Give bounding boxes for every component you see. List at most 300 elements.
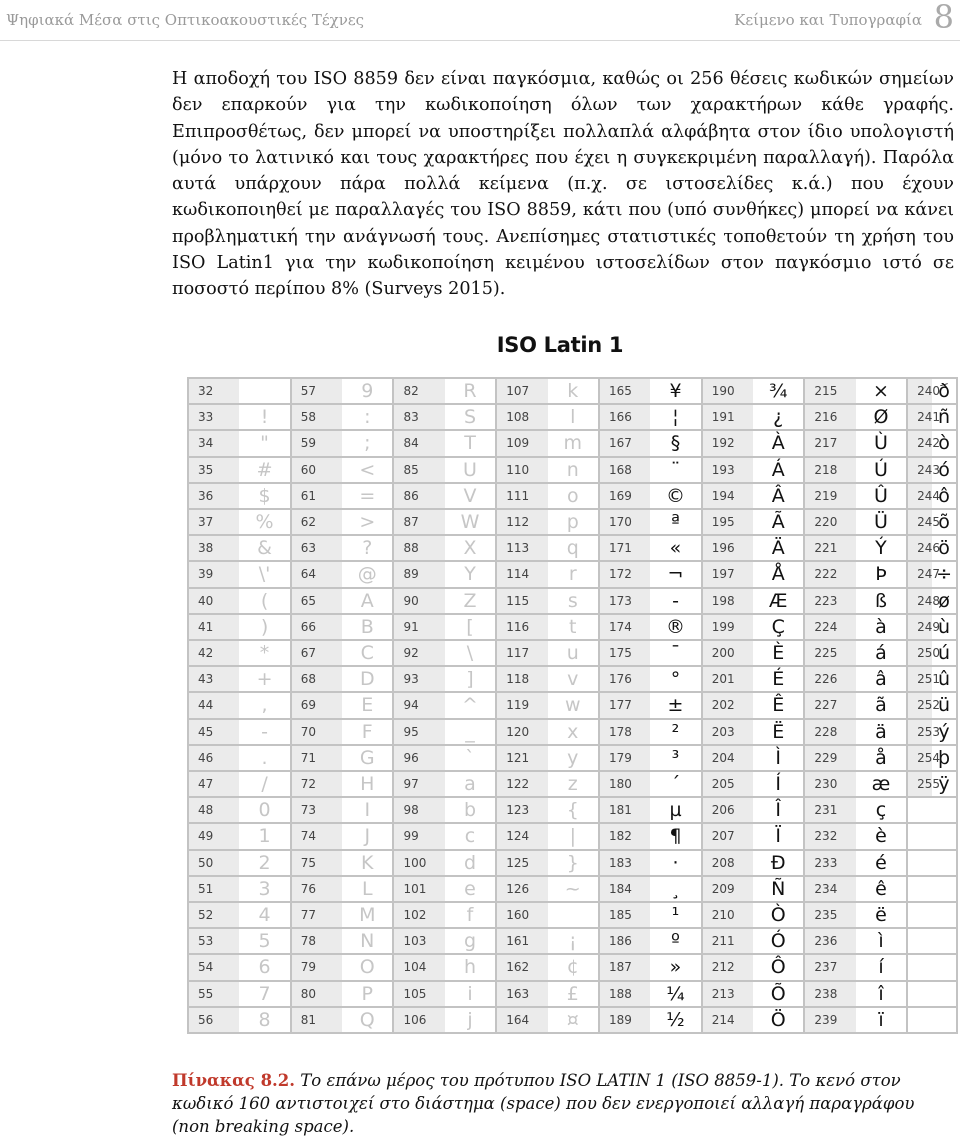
char-glyph: ü bbox=[938, 694, 951, 717]
table-cell bbox=[394, 929, 495, 953]
char-code: 165 bbox=[600, 379, 650, 403]
char-code: 107 bbox=[497, 379, 547, 403]
char-glyph: ì bbox=[878, 930, 884, 953]
char-glyph: . bbox=[261, 746, 268, 769]
table-cell bbox=[600, 929, 701, 953]
char-glyph: q bbox=[566, 537, 579, 560]
table-cell bbox=[497, 431, 598, 455]
char-glyph: Í bbox=[775, 773, 782, 796]
table-cell bbox=[497, 982, 598, 1006]
char-code: 36 bbox=[189, 484, 239, 508]
table-cell bbox=[394, 379, 495, 403]
table-cell bbox=[189, 589, 290, 613]
char-glyph: ª bbox=[671, 511, 680, 534]
char-code: 118 bbox=[497, 667, 547, 691]
table-cell bbox=[189, 693, 290, 717]
char-code: 231 bbox=[805, 798, 855, 822]
char-glyph: ÷ bbox=[936, 563, 952, 586]
table-cell bbox=[394, 667, 495, 691]
table-cell bbox=[189, 1008, 290, 1032]
char-code: 42 bbox=[189, 641, 239, 665]
char-code: 34 bbox=[189, 431, 239, 455]
char-glyph: Ð bbox=[770, 851, 786, 874]
char-glyph: Ò bbox=[770, 904, 786, 927]
table-cell bbox=[292, 982, 393, 1006]
char-glyph: À bbox=[771, 432, 785, 455]
table-cell bbox=[805, 431, 906, 455]
table-cell bbox=[189, 851, 290, 875]
table-cell bbox=[805, 405, 906, 429]
table-cell bbox=[703, 641, 804, 665]
char-glyph: 9 bbox=[361, 380, 374, 403]
table-cell bbox=[394, 458, 495, 482]
table-cell bbox=[805, 824, 906, 848]
caption-label: Πίνακας 8.2. bbox=[172, 1071, 296, 1090]
table-cell bbox=[394, 641, 495, 665]
table-cell bbox=[189, 667, 290, 691]
char-glyph: + bbox=[256, 668, 273, 691]
char-code: 68 bbox=[292, 667, 342, 691]
char-code: 252 bbox=[908, 693, 932, 717]
char-glyph: l bbox=[570, 406, 576, 429]
char-glyph: Å bbox=[771, 563, 785, 586]
char-glyph: × bbox=[873, 380, 889, 403]
char-glyph: Ê bbox=[772, 694, 785, 717]
table-caption bbox=[172, 1069, 954, 1138]
char-glyph: ù bbox=[938, 615, 951, 638]
char-code: 109 bbox=[497, 431, 547, 455]
table-cell bbox=[805, 877, 906, 901]
char-glyph: z bbox=[567, 773, 578, 796]
table-cell bbox=[497, 379, 598, 403]
table-cell bbox=[189, 458, 290, 482]
char-glyph bbox=[239, 379, 289, 403]
char-glyph: < bbox=[359, 458, 376, 481]
char-glyph: % bbox=[255, 511, 274, 534]
table-cell bbox=[908, 693, 956, 717]
char-code: 117 bbox=[497, 641, 547, 665]
empty-cell bbox=[908, 824, 956, 848]
char-code: 64 bbox=[292, 562, 342, 586]
char-glyph: Â bbox=[771, 484, 785, 507]
table-cell bbox=[908, 431, 956, 455]
table-cell bbox=[600, 720, 701, 744]
iso-latin1-table bbox=[187, 377, 958, 1034]
table-cell bbox=[394, 405, 495, 429]
table-cell bbox=[497, 746, 598, 770]
char-glyph: á bbox=[875, 642, 887, 665]
char-glyph: Ç bbox=[771, 615, 785, 638]
char-code: 210 bbox=[703, 903, 753, 927]
char-glyph: Ù bbox=[874, 432, 888, 455]
char-code: 209 bbox=[703, 877, 753, 901]
table-cell bbox=[908, 641, 956, 665]
char-glyph: ï bbox=[878, 1008, 884, 1031]
table-cell bbox=[703, 615, 804, 639]
char-code: 245 bbox=[908, 510, 932, 534]
char-code: 97 bbox=[394, 772, 444, 796]
char-glyph: ¾ bbox=[769, 380, 788, 403]
table-cell bbox=[292, 589, 393, 613]
char-glyph: @ bbox=[357, 563, 377, 586]
table-cell bbox=[394, 536, 495, 560]
table-cell bbox=[600, 379, 701, 403]
table-cell bbox=[703, 484, 804, 508]
char-glyph: ¥ bbox=[669, 380, 682, 403]
table-cell bbox=[394, 955, 495, 979]
char-code: 247 bbox=[908, 562, 932, 586]
table-cell bbox=[292, 641, 393, 665]
char-glyph: ! bbox=[260, 406, 269, 429]
char-code: 112 bbox=[497, 510, 547, 534]
char-code: 234 bbox=[805, 877, 855, 901]
table-cell bbox=[908, 667, 956, 691]
char-code: 66 bbox=[292, 615, 342, 639]
table-cell bbox=[600, 877, 701, 901]
char-code: 227 bbox=[805, 693, 855, 717]
char-glyph: { bbox=[566, 799, 579, 822]
table-cell bbox=[292, 615, 393, 639]
char-code: 207 bbox=[703, 824, 753, 848]
char-glyph: º bbox=[671, 930, 680, 953]
char-glyph: f bbox=[466, 904, 474, 927]
char-code: 49 bbox=[189, 824, 239, 848]
char-glyph: » bbox=[669, 956, 682, 979]
char-glyph: þ bbox=[938, 746, 951, 769]
char-glyph: ± bbox=[667, 694, 684, 717]
char-glyph: ô bbox=[938, 484, 950, 507]
char-code: 41 bbox=[189, 615, 239, 639]
char-glyph: Z bbox=[463, 589, 477, 612]
char-code: 230 bbox=[805, 772, 855, 796]
char-code: 87 bbox=[394, 510, 444, 534]
char-code: 201 bbox=[703, 667, 753, 691]
char-glyph: 4 bbox=[258, 904, 271, 927]
char-glyph: # bbox=[256, 458, 273, 481]
char-glyph: 7 bbox=[258, 982, 271, 1005]
table-cell bbox=[805, 1008, 906, 1032]
char-glyph: D bbox=[359, 668, 375, 691]
char-glyph: e bbox=[464, 877, 476, 900]
char-code: 69 bbox=[292, 693, 342, 717]
char-glyph: s bbox=[567, 589, 578, 612]
char-code: 40 bbox=[189, 589, 239, 613]
table-cell bbox=[292, 536, 393, 560]
char-code: 223 bbox=[805, 589, 855, 613]
char-glyph: T bbox=[464, 432, 476, 455]
table-cell bbox=[600, 641, 701, 665]
table-cell bbox=[497, 667, 598, 691]
table-cell bbox=[497, 693, 598, 717]
table-cell bbox=[600, 824, 701, 848]
char-code: 115 bbox=[497, 589, 547, 613]
table-cell bbox=[600, 851, 701, 875]
char-glyph: µ bbox=[669, 799, 682, 822]
char-glyph: ó bbox=[938, 458, 950, 481]
char-glyph: y bbox=[567, 746, 579, 769]
char-glyph: ® bbox=[665, 615, 685, 638]
char-code: 81 bbox=[292, 1008, 342, 1032]
char-glyph: n bbox=[566, 458, 579, 481]
table-cell bbox=[497, 929, 598, 953]
char-glyph: « bbox=[669, 537, 682, 560]
table-cell bbox=[394, 589, 495, 613]
char-code: 56 bbox=[189, 1008, 239, 1032]
table-cell bbox=[497, 1008, 598, 1032]
table-cell bbox=[497, 458, 598, 482]
char-glyph: Î bbox=[775, 799, 782, 822]
char-glyph: $ bbox=[258, 484, 271, 507]
char-code: 237 bbox=[805, 955, 855, 979]
body-paragraph: Η αποδοχή του ISO 8859 δεν είναι παγκόσμια, καθώς οι 256 θέσεις κωδικών σημείων δεν επαρκούν για την κωδικοποίηση όλων των χαρακτήρων κάθε γραφής. Επιπροσθέτως, δεν μπορεί να υποστηρίξει πολλαπλά αλφάβητα στον ίδιο υπολογιστή (μόνο το λατινικό και τους χαρακτήρες που έχει η συγκεκριμένη παραλλαγή). Παρόλα αυτά υπάρχουν πάρα πολλά κείμενα (π.χ. σε ιστοσελίδες κ.ά.) που έχουν κωδικοποιηθεί με παραλλαγές του ISO 8859, κάτι που (υπό συνθήκες) μπορεί να κάνει προβληματική την ανάγνωσή τους. Ανεπίσημες στατιστικές τοποθετούν τη χρήση του ISO Latin1 για την κωδικοποίηση κειμένου ιστοσελίδων στον παγκόσμιο ιστό σε ποσοστό περίπου 8% (Surveys 2015). bbox=[172, 69, 954, 300]
table-cell bbox=[497, 851, 598, 875]
char-code: 241 bbox=[908, 405, 932, 429]
table-cell bbox=[189, 955, 290, 979]
char-glyph: ~ bbox=[564, 877, 581, 900]
char-code: 243 bbox=[908, 458, 932, 482]
char-code: 189 bbox=[600, 1008, 650, 1032]
table-cell bbox=[497, 955, 598, 979]
char-glyph: å bbox=[875, 746, 887, 769]
table-cell bbox=[189, 615, 290, 639]
char-code: 205 bbox=[703, 772, 753, 796]
char-code: 249 bbox=[908, 615, 932, 639]
char-code: 46 bbox=[189, 746, 239, 770]
char-code: 93 bbox=[394, 667, 444, 691]
char-glyph: ø bbox=[938, 589, 950, 612]
char-glyph: 3 bbox=[258, 877, 271, 900]
char-code: 102 bbox=[394, 903, 444, 927]
char-code: 239 bbox=[805, 1008, 855, 1032]
empty-cell bbox=[908, 851, 956, 875]
char-glyph: ö bbox=[938, 537, 950, 560]
table-cell bbox=[600, 431, 701, 455]
char-code: 235 bbox=[805, 903, 855, 927]
table-cell bbox=[805, 851, 906, 875]
char-code: 125 bbox=[497, 851, 547, 875]
char-glyph: Ý bbox=[875, 537, 887, 560]
table-cell bbox=[292, 772, 393, 796]
table-cell bbox=[805, 562, 906, 586]
char-glyph: è bbox=[875, 825, 887, 848]
char-code: 45 bbox=[189, 720, 239, 744]
table-cell bbox=[497, 772, 598, 796]
char-code: 212 bbox=[703, 955, 753, 979]
char-code: 113 bbox=[497, 536, 547, 560]
table-cell bbox=[394, 484, 495, 508]
char-code: 164 bbox=[497, 1008, 547, 1032]
table-cell bbox=[703, 536, 804, 560]
table-cell bbox=[703, 562, 804, 586]
char-code: 170 bbox=[600, 510, 650, 534]
char-glyph: Ä bbox=[771, 537, 785, 560]
table-cell bbox=[394, 851, 495, 875]
char-code: 105 bbox=[394, 982, 444, 1006]
char-code: 110 bbox=[497, 458, 547, 482]
table-cell bbox=[908, 458, 956, 482]
char-code: 52 bbox=[189, 903, 239, 927]
char-code: 236 bbox=[805, 929, 855, 953]
table-cell bbox=[908, 615, 956, 639]
char-glyph: Ñ bbox=[771, 877, 786, 900]
table-cell bbox=[292, 484, 393, 508]
char-glyph: ; bbox=[364, 432, 371, 455]
char-code: 208 bbox=[703, 851, 753, 875]
char-glyph: Ó bbox=[770, 930, 786, 953]
table-cell bbox=[600, 667, 701, 691]
char-glyph: Ë bbox=[772, 720, 785, 743]
table-cell bbox=[292, 851, 393, 875]
char-code: 80 bbox=[292, 982, 342, 1006]
char-code: 185 bbox=[600, 903, 650, 927]
table-cell bbox=[394, 982, 495, 1006]
char-glyph: - bbox=[672, 589, 679, 612]
char-glyph: V bbox=[463, 484, 477, 507]
char-code: 199 bbox=[703, 615, 753, 639]
char-glyph bbox=[548, 903, 598, 927]
char-code: 57 bbox=[292, 379, 342, 403]
char-glyph: ¤ bbox=[566, 1008, 579, 1031]
table-cell bbox=[292, 955, 393, 979]
char-glyph: £ bbox=[566, 982, 579, 1005]
table-cell bbox=[703, 746, 804, 770]
table-cell bbox=[189, 405, 290, 429]
char-glyph: û bbox=[938, 668, 951, 691]
char-code: 35 bbox=[189, 458, 239, 482]
char-glyph: ¼ bbox=[666, 982, 685, 1005]
table-cell bbox=[189, 641, 290, 665]
table-cell bbox=[292, 379, 393, 403]
char-glyph: ) bbox=[260, 615, 269, 638]
char-code: 92 bbox=[394, 641, 444, 665]
char-glyph: R bbox=[463, 380, 477, 403]
table-cell bbox=[908, 536, 956, 560]
char-code: 95 bbox=[394, 720, 444, 744]
char-code: 172 bbox=[600, 562, 650, 586]
char-code: 84 bbox=[394, 431, 444, 455]
char-code: 183 bbox=[600, 851, 650, 875]
table-cell bbox=[600, 405, 701, 429]
char-glyph: I bbox=[364, 799, 371, 822]
char-glyph: ¨ bbox=[670, 458, 681, 481]
char-glyph: Ì bbox=[775, 746, 782, 769]
table-cell bbox=[497, 405, 598, 429]
char-glyph: ¬ bbox=[667, 563, 684, 586]
char-code: 219 bbox=[805, 484, 855, 508]
table-cell bbox=[189, 510, 290, 534]
table-cell bbox=[703, 955, 804, 979]
char-code: 184 bbox=[600, 877, 650, 901]
table-cell bbox=[908, 562, 956, 586]
char-glyph: C bbox=[360, 642, 374, 665]
table-cell bbox=[908, 746, 956, 770]
char-code: 191 bbox=[703, 405, 753, 429]
char-code: 121 bbox=[497, 746, 547, 770]
char-glyph: ^ bbox=[462, 694, 478, 717]
table-cell bbox=[394, 903, 495, 927]
table-cell bbox=[189, 562, 290, 586]
char-glyph: t bbox=[569, 615, 577, 638]
char-code: 182 bbox=[600, 824, 650, 848]
table-cell bbox=[189, 772, 290, 796]
char-code: 244 bbox=[908, 484, 932, 508]
char-glyph: b bbox=[463, 799, 477, 822]
char-code: 173 bbox=[600, 589, 650, 613]
char-glyph: Ü bbox=[874, 511, 888, 534]
char-glyph: E bbox=[361, 694, 374, 717]
char-glyph: ° bbox=[670, 668, 681, 691]
char-glyph: à bbox=[875, 615, 887, 638]
char-glyph: ` bbox=[465, 746, 475, 769]
table-cell bbox=[394, 720, 495, 744]
char-glyph: â bbox=[875, 668, 887, 691]
table-cell bbox=[805, 955, 906, 979]
char-code: 229 bbox=[805, 746, 855, 770]
table-cell bbox=[908, 510, 956, 534]
table-cell bbox=[805, 772, 906, 796]
char-code: 215 bbox=[805, 379, 855, 403]
char-code: 63 bbox=[292, 536, 342, 560]
char-code: 38 bbox=[189, 536, 239, 560]
empty-cell bbox=[908, 982, 956, 1006]
char-glyph: > bbox=[359, 511, 376, 534]
char-code: 221 bbox=[805, 536, 855, 560]
table-cell bbox=[189, 929, 290, 953]
table-cell bbox=[292, 510, 393, 534]
table-cell bbox=[600, 562, 701, 586]
char-glyph: ò bbox=[938, 432, 950, 455]
char-glyph: Q bbox=[359, 1008, 375, 1031]
table-cell bbox=[189, 720, 290, 744]
char-code: 179 bbox=[600, 746, 650, 770]
char-code: 103 bbox=[394, 929, 444, 953]
char-glyph: } bbox=[566, 851, 579, 874]
char-code: 222 bbox=[805, 562, 855, 586]
table-cell bbox=[908, 720, 956, 744]
char-code: 100 bbox=[394, 851, 444, 875]
char-glyph: u bbox=[566, 642, 579, 665]
table-cell bbox=[497, 824, 598, 848]
char-glyph: ( bbox=[260, 589, 269, 612]
char-glyph: æ bbox=[871, 773, 891, 796]
char-glyph: Ø bbox=[873, 406, 889, 429]
char-glyph: Ú bbox=[874, 458, 888, 481]
empty-cell bbox=[908, 877, 956, 901]
char-glyph: 2 bbox=[258, 851, 271, 874]
table-cell bbox=[292, 667, 393, 691]
empty-cell bbox=[908, 903, 956, 927]
char-code: 200 bbox=[703, 641, 753, 665]
table-cell bbox=[805, 510, 906, 534]
char-glyph: § bbox=[670, 432, 681, 455]
char-code: 71 bbox=[292, 746, 342, 770]
table-cell bbox=[394, 746, 495, 770]
table-cell bbox=[600, 589, 701, 613]
table-cell bbox=[292, 720, 393, 744]
char-code: 194 bbox=[703, 484, 753, 508]
char-code: 111 bbox=[497, 484, 547, 508]
table-cell bbox=[600, 955, 701, 979]
char-code: 168 bbox=[600, 458, 650, 482]
char-code: 50 bbox=[189, 851, 239, 875]
table-cell bbox=[600, 903, 701, 927]
char-glyph: h bbox=[463, 956, 477, 979]
char-code: 39 bbox=[189, 562, 239, 586]
table-cell bbox=[394, 824, 495, 848]
char-code: 98 bbox=[394, 798, 444, 822]
char-code: 193 bbox=[703, 458, 753, 482]
char-glyph: = bbox=[359, 484, 376, 507]
